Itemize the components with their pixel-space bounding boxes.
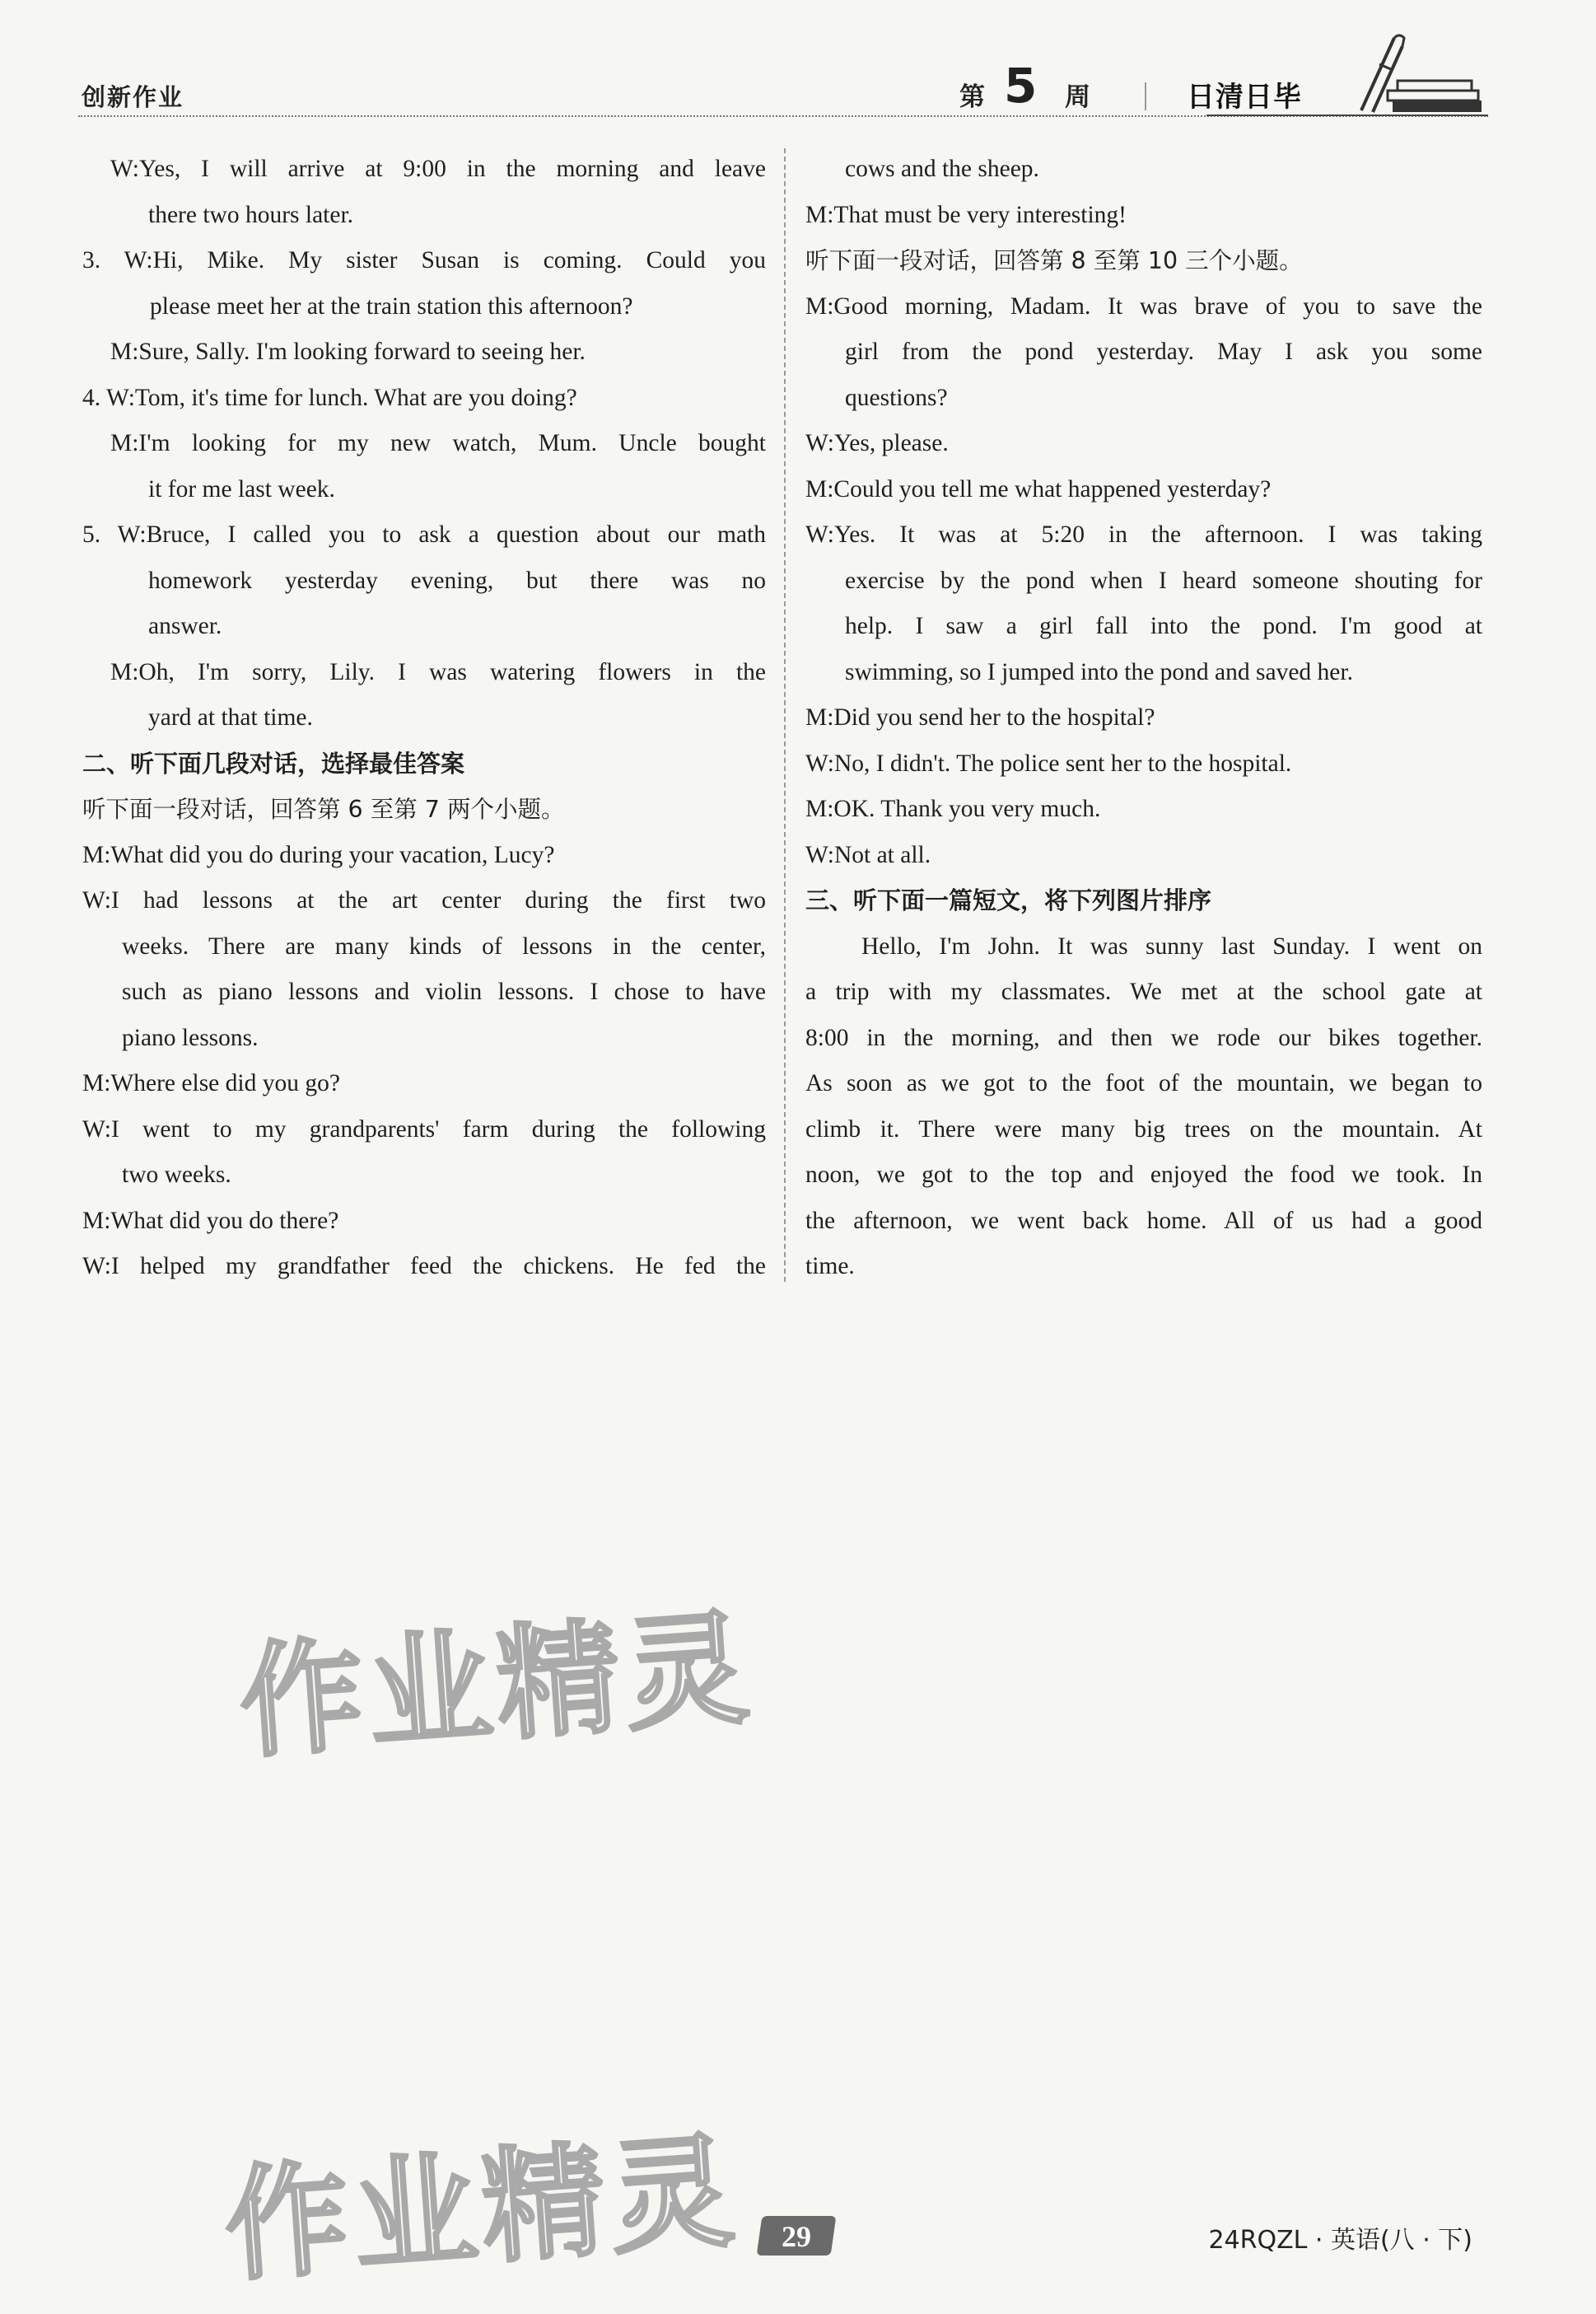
week-suffix: 周 [1065,82,1090,112]
right-column [805,147,1482,1290]
text-line: W:Not at all. [805,841,931,868]
text-line: it for me last week. [148,475,335,503]
text-line: 4. W:Tom, it's time for lunch. What are you doing? [82,384,577,411]
page-number: 29 [782,2220,811,2253]
text-line: 二、听下面几段对话，选择最佳答案 [82,749,465,778]
text-line: please meet her at the train station this afternoon? [150,292,633,320]
text-line: help. I saw a girl fall into the pond. I'm good at [845,613,1482,639]
text-line: noon, we got to the top and enjoyed the food we took. In [805,1162,1482,1188]
week-prefix: 第 [959,82,985,112]
text-line: M:Sure, Sally. I'm looking forward to seeing her. [110,339,586,365]
text-line: M:What did you do there? [82,1207,339,1234]
column-divider [784,148,786,1282]
text-line: exercise by the pond when I heard someone shouting for [845,567,1482,594]
text-line: M:Good morning, Madam. It was brave of you to save the [805,292,1482,320]
week-number: 5 [1004,58,1038,114]
books-icon [1355,31,1486,117]
text-line: M:Did you send her to the hospital? [805,704,1155,731]
text-line: such as piano lessons and violin lessons. I chose to have [122,979,766,1005]
text-line: swimming, so I jumped into the pond and saved her. [845,658,1353,685]
text-line: answer. [148,613,222,639]
text-line: M:Oh, I'm sorry, Lily. I was watering flowers in the [110,658,766,685]
text-line: climb it. There were many big trees on the mountain. At [805,1115,1482,1143]
text-line: M:Could you tell me what happened yesterday? [805,475,1272,503]
header-rule-accent [1206,115,1488,116]
text-line: W:I helped my grandfather feed the chickens. He fed the [82,1253,766,1279]
text-line: a trip with my classmates. We met at the school gate at [805,979,1482,1005]
watermark-bottom: 作业精灵 [220,2120,744,2299]
text-line: questions? [845,384,948,411]
text-line: time. [805,1253,855,1279]
text-line: 三、听下面一篇短文，将下列图片排序 [805,886,1212,914]
text-line: As soon as we got to the foot of the mountain, we began to [805,1070,1482,1096]
left-column [82,147,766,1290]
watermark-top: 作业精灵 [235,1596,758,1776]
series-title: 创新作业 [82,83,184,111]
text-line: W:I had lessons at the art center during the first two [82,887,766,914]
text-line: homework yesterday evening, but there was no [148,567,766,594]
text-line: piano lessons. [122,1024,259,1051]
text-line: girl from the pond yesterday. May I ask you some [845,339,1482,365]
footer-code: 24RQZL · 英语(八 · 下) [1208,2226,1472,2255]
text-line: cows and the sheep. [845,156,1039,182]
text-line: M:I'm looking for my new watch, Mum. Uncle bought [110,430,766,456]
text-line: W:Yes. It was at 5:20 in the afternoon. I was taking [805,521,1482,548]
text-line: M:OK. Thank you very much. [805,796,1101,822]
text-line: M:That must be very interesting! [805,201,1127,228]
text-line: two weeks. [122,1162,231,1188]
text-line: yard at that time. [148,704,313,731]
text-line: 听下面一段对话，回答第 6 至第 7 两个小题。 [82,796,565,823]
header-separator [1145,82,1146,110]
page-header [78,58,1488,122]
text-line: 听下面一段对话，回答第 8 至第 10 三个小题。 [805,247,1303,274]
text-line: 3. W:Hi, Mike. My sister Susan is coming. Could you [82,247,766,273]
text-line: W:No, I didn't. The police sent her to the hospital. [805,750,1292,777]
text-line: Hello, I'm John. It was sunny last Sunday. I went on [861,933,1482,960]
text-line: the afternoon, we went back home. All of us had a good [805,1207,1482,1234]
text-line: 8:00 in the morning, and then we rode our bikes together. [805,1024,1482,1051]
text-line: W:Yes, I will arrive at 9:00 in the morning and leave [110,156,766,182]
brand-title: 日清日毕 [1187,81,1302,114]
page-number-badge [751,2213,842,2259]
text-line: there two hours later. [148,201,354,228]
text-line: weeks. There are many kinds of lessons in the center, [122,933,766,960]
text-line: 5. W:Bruce, I called you to ask a question about our math [82,521,766,548]
text-line: M:What did you do during your vacation, Lucy? [82,841,555,868]
text-line: M:Where else did you go? [82,1070,340,1096]
text-line: W:Yes, please. [805,430,949,456]
text-line: W:I went to my grandparents' farm during the following [82,1115,766,1143]
